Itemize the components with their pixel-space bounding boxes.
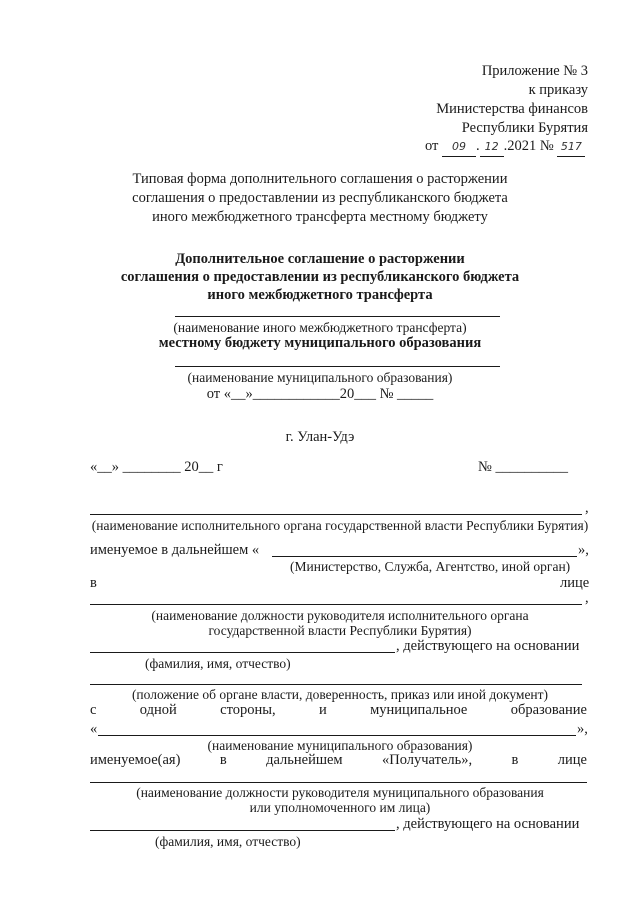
caption-transfer-name: (наименование иного межбюджетного трансферта)	[173, 320, 467, 335]
date-prefix: от	[425, 138, 439, 154]
city: г. Улан-Удэ	[285, 429, 355, 445]
appendix-order-ref: к приказу	[528, 82, 588, 98]
caption-basis: (положение об органе власти, доверенность, приказ или иной документ)	[131, 687, 549, 702]
appendix-ministry: Министерства финансов	[436, 101, 588, 117]
agreement-number: № __________	[478, 459, 568, 475]
caption-ministry: (Министерство, Служба, Агентство, иной орган)	[290, 559, 571, 574]
caption-municipality: (наименование муниципального образования)	[207, 738, 473, 753]
head-position-line	[90, 604, 582, 605]
agreement-date: «__» ________ 20__ г	[90, 459, 223, 475]
mun-head-line	[90, 782, 587, 783]
basis-document-line	[90, 684, 582, 685]
handwritten-day: 09	[452, 140, 467, 153]
date-year: .2021 №	[503, 138, 554, 154]
caption-fio-2: (фамилия, имя, отчество)	[155, 834, 301, 849]
municipality-line	[98, 735, 576, 736]
handwritten-month: 12	[484, 140, 499, 153]
caption-municipality-name: (наименование муниципального образования)	[187, 370, 453, 385]
caption-fio: (фамилия, имя, отчество)	[145, 656, 291, 671]
municipality-name-line	[175, 366, 500, 367]
side-line: с одной стороны, и муниципальное образование	[90, 702, 587, 718]
appendix-republic: Республики Бурятия	[461, 120, 588, 136]
caption-exec-organ: (наименование исполнительного органа государственной власти Республики Бурятия)	[91, 518, 589, 533]
handwritten-order-no: 517	[560, 140, 582, 153]
exec-organ-line	[90, 514, 582, 515]
fio-line-2	[90, 830, 395, 831]
hereinafter-text: именуемое в дальнейшем «	[90, 542, 260, 558]
transfer-name-line	[175, 316, 500, 317]
recipient-line: именуемое(ая) в дальнейшем «Получатель», в лице	[90, 752, 587, 768]
appendix-date-line: от 09 . 12 .2021 № 517	[425, 137, 585, 157]
appendix-number: Приложение № 3	[481, 63, 588, 79]
fio-line	[90, 652, 395, 653]
heading-date-number: от «__»____________20___ № _____	[206, 386, 434, 402]
